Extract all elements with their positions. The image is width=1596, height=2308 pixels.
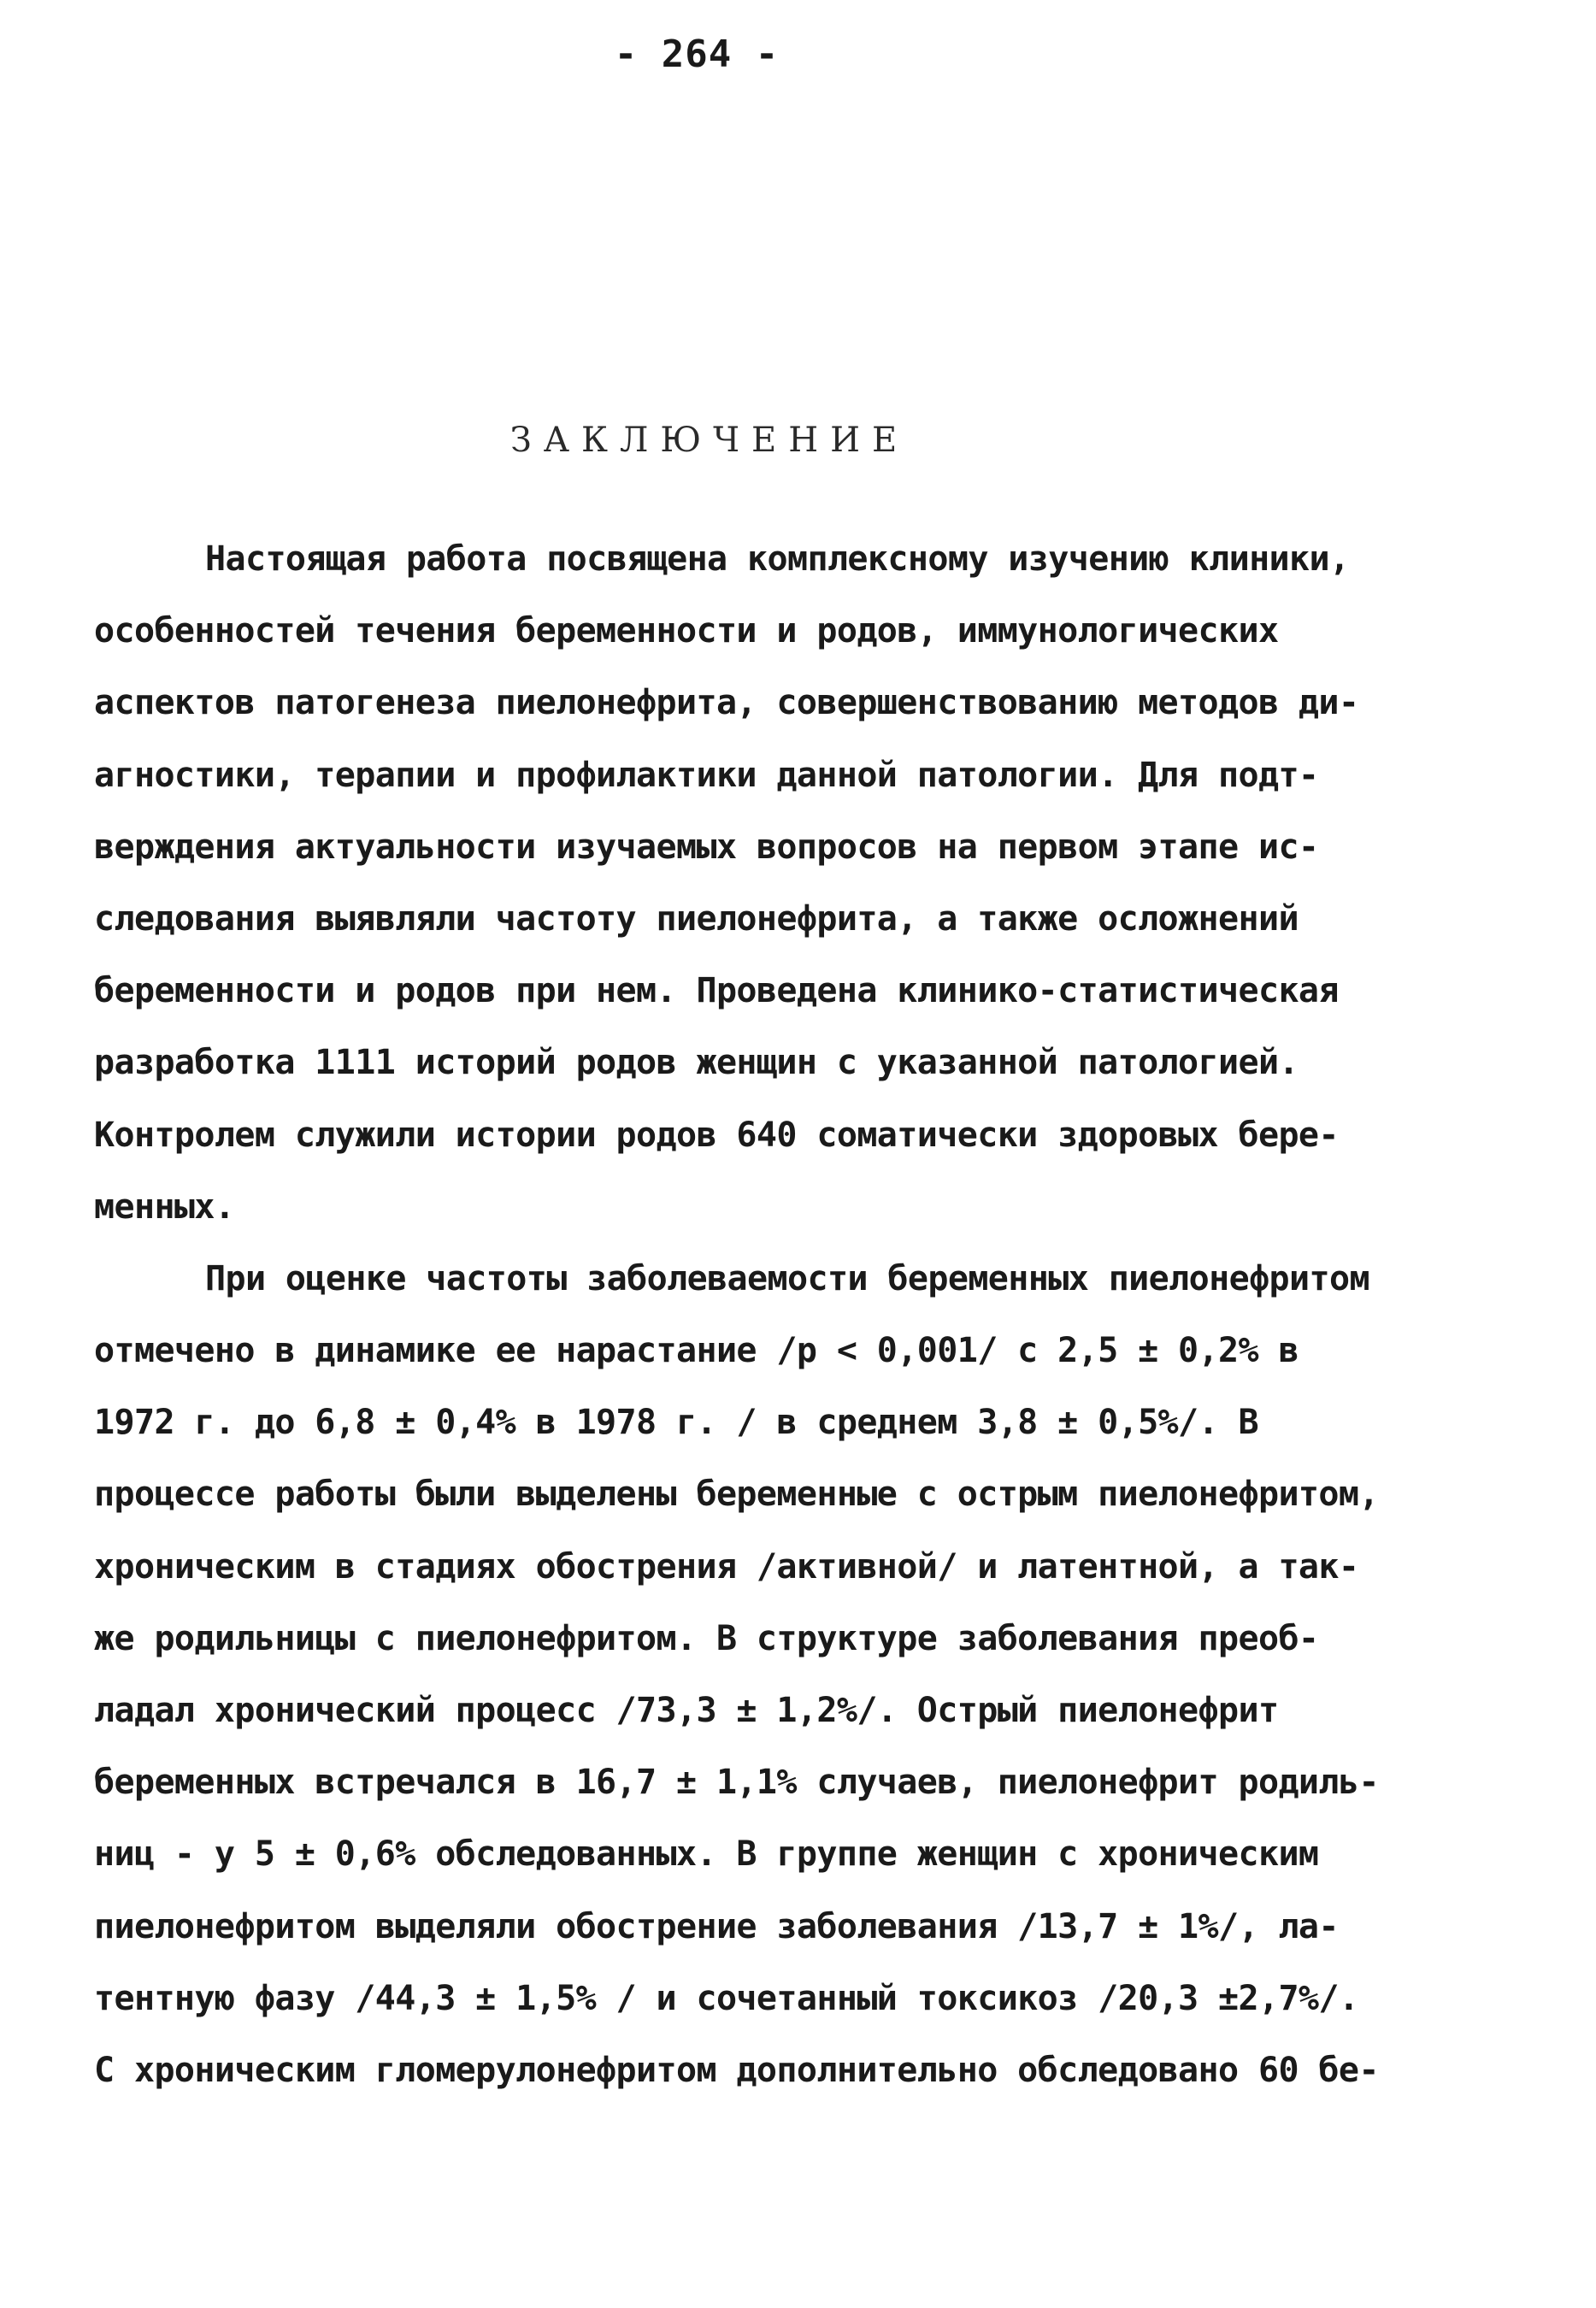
text-line: Настоящая работа посвящена комплексному изучению клиники, — [205, 539, 1350, 579]
text-line: агностики, терапии и профилактики данной патологии. Для подт- — [94, 755, 1319, 795]
text-line: беременности и родов при нем. Проведена клинико-статистическая — [94, 971, 1339, 1011]
body-text — [94, 523, 1513, 2106]
text-line: следования выявляли частоту пиелонефрита, а также осложнений — [94, 898, 1299, 939]
text-line: пиелонефритом выделяли обострение заболевания /13,7 ± 1%/, ла- — [94, 1906, 1339, 1946]
text-line: менных. — [94, 1186, 235, 1227]
text-line: 1972 г. до 6,8 ± 0,4% в 1978 г. / в среднем 3,8 ± 0,5%/. В — [94, 1403, 1258, 1443]
text-line: С хроническим гломерулонефритом дополнительно обследовано 60 бе- — [94, 2050, 1379, 2090]
text-line: разработка 1111 историй родов женщин с указанной патологией. — [94, 1043, 1299, 1083]
text-line: При оценке частоты заболеваемости беременных пиелонефритом — [205, 1258, 1369, 1298]
text-line: особенностей течения беременности и родов, иммунологических — [94, 611, 1279, 651]
text-line: ниц - у 5 ± 0,6% обследованных. В группе женщин с хроническим — [94, 1834, 1319, 1875]
text-line: же родильницы с пиелонефритом. В структуре заболевания преоб- — [94, 1618, 1319, 1658]
section-heading: ЗАКЛЮЧЕНИЕ — [509, 421, 910, 460]
text-line: аспектов патогенеза пиелонефрита, совершенствованию методов ди- — [94, 683, 1359, 723]
page-number: - 264 - — [614, 32, 780, 76]
text-line: хроническим в стадиях обострения /активной/ и латентной, а так- — [94, 1546, 1359, 1587]
text-line: верждения актуальности изучаемых вопросов на первом этапе ис- — [94, 827, 1319, 867]
text-line: тентную фазу /44,3 ± 1,5% / и сочетанный токсикоз /20,3 ±2,7%/. — [94, 1978, 1359, 2018]
text-line: отмечено в динамике ее нарастание /р < 0,001/ с 2,5 ± 0,2% в — [94, 1331, 1299, 1371]
text-line: беременных встречался в 16,7 ± 1,1% случаев, пиелонефрит родиль- — [94, 1763, 1379, 1803]
text-line: ладал хронический процесс /73,3 ± 1,2%/. Острый пиелонефрит — [94, 1691, 1279, 1730]
text-line: процессе работы были выделены беременные с острым пиелонефритом, — [94, 1475, 1379, 1515]
text-line: Контролем служили истории родов 640 соматически здоровых бере- — [94, 1115, 1339, 1155]
